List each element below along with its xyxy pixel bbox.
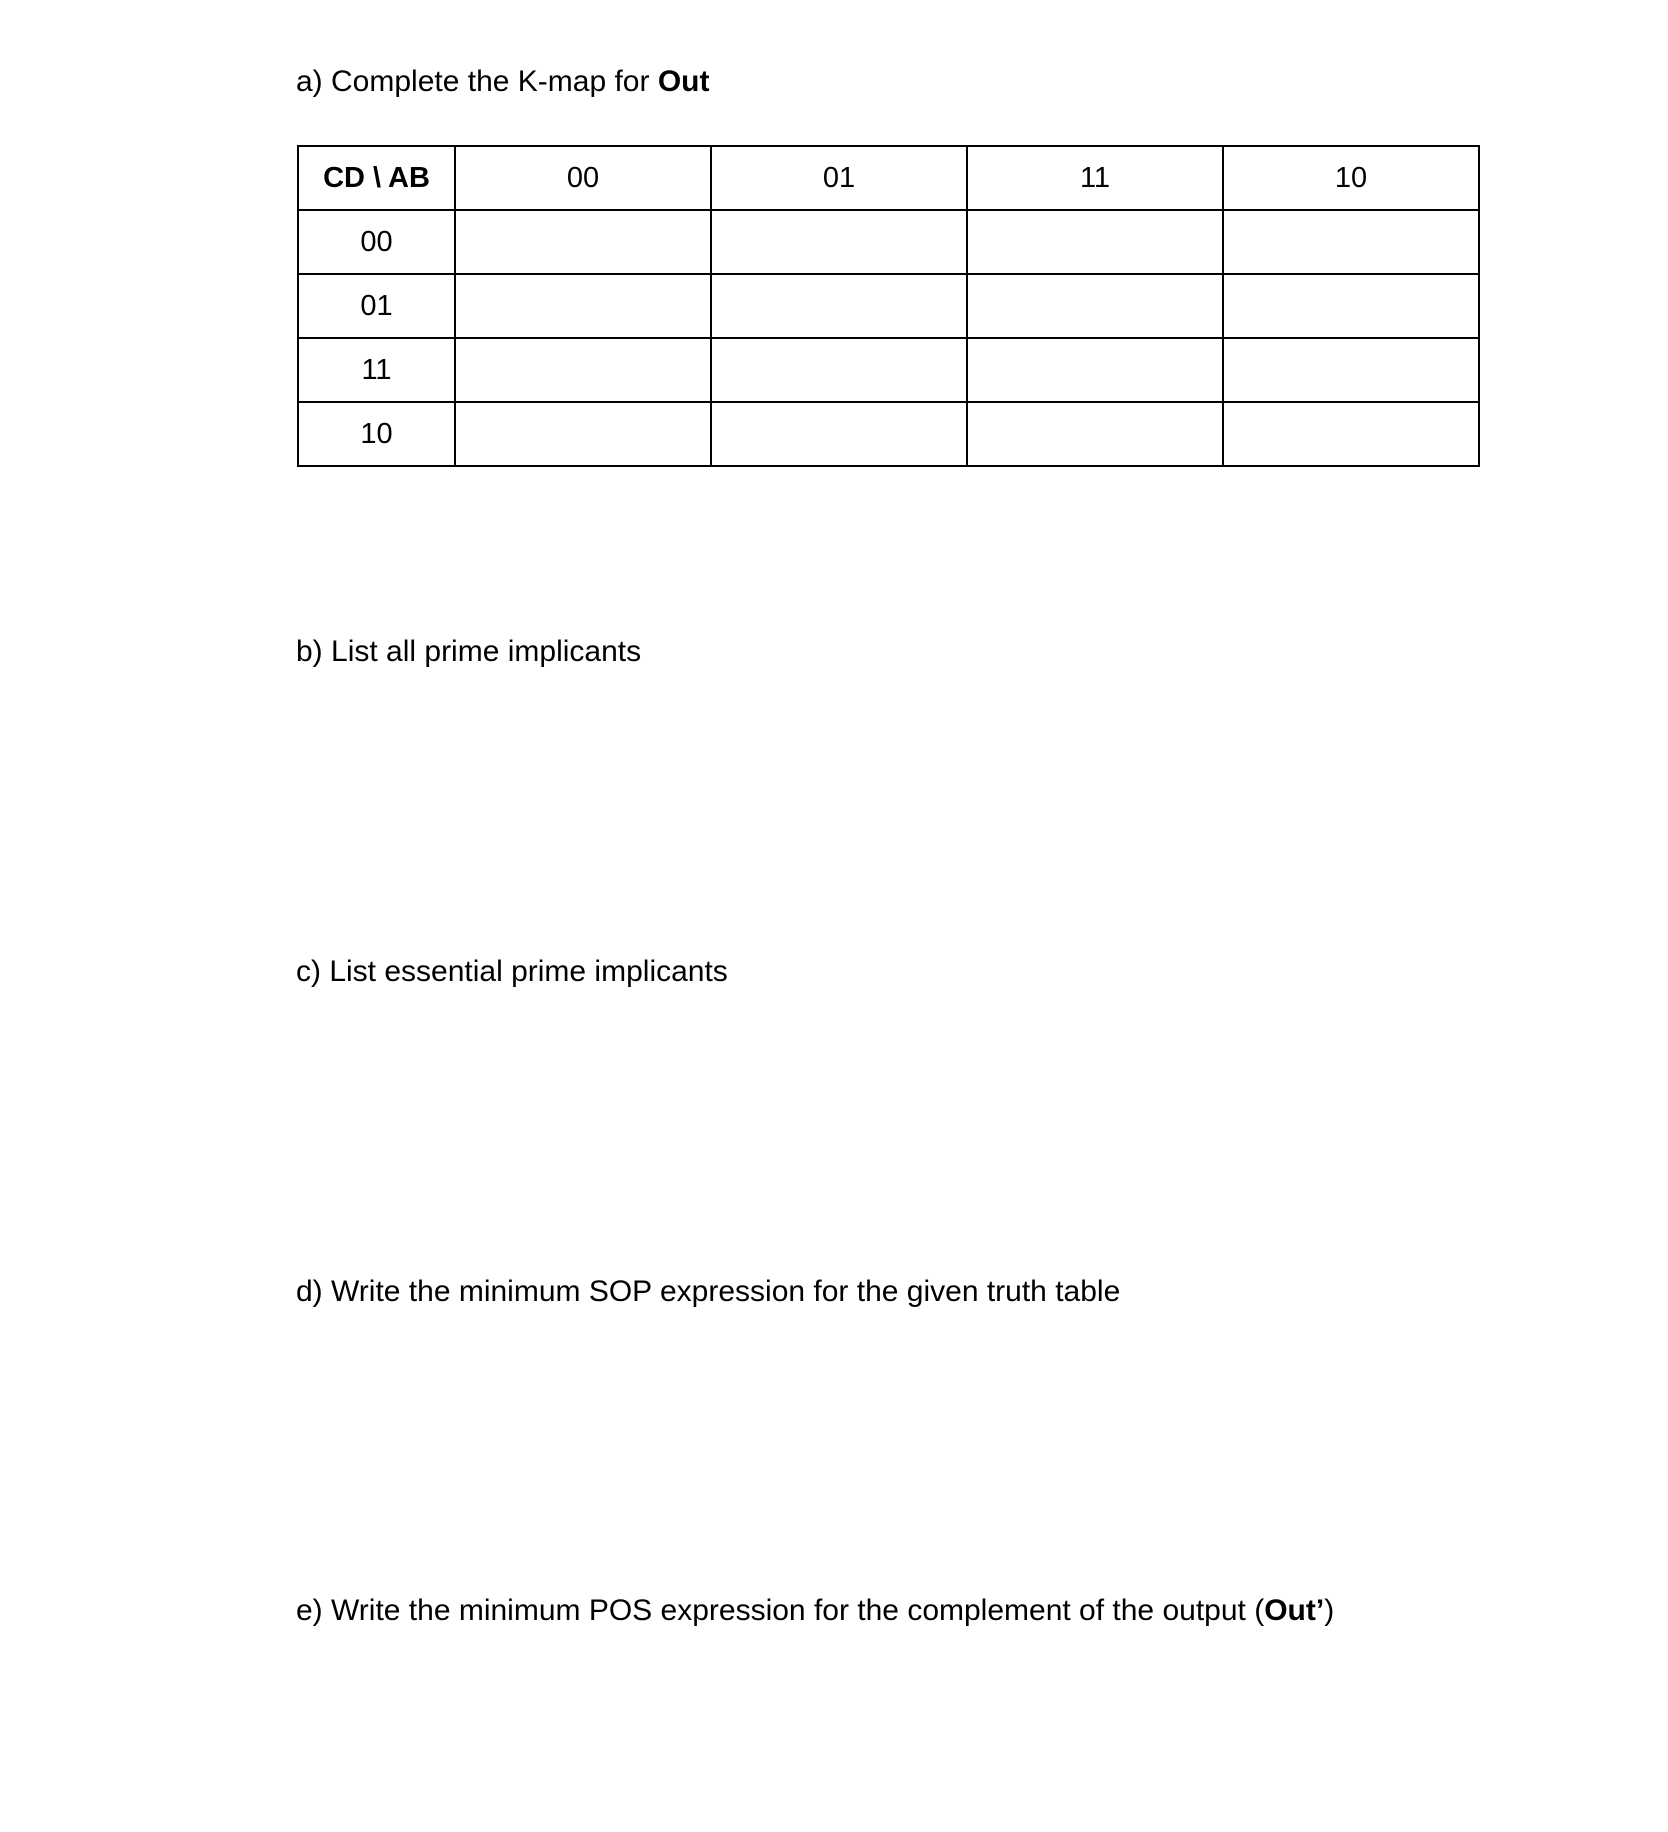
kmap-cell[interactable] <box>1223 402 1479 466</box>
kmap-row <box>298 274 1479 338</box>
question-a-bold-term: Out <box>657 65 710 98</box>
question-b-heading: b) List all prime implicants <box>296 635 642 668</box>
kmap-cell[interactable] <box>455 402 711 466</box>
kmap-row-header-cd-00: 00 <box>298 210 455 274</box>
kmap-cell[interactable] <box>967 210 1223 274</box>
kmap-row <box>298 402 1479 466</box>
kmap-cell[interactable] <box>967 402 1223 466</box>
question-c-heading: c) List essential prime implicants <box>296 955 728 988</box>
question-e-text: e) Write the minimum POS expression for the complement of the output ( <box>296 1594 1265 1627</box>
kmap-cell[interactable] <box>455 274 711 338</box>
kmap-cell[interactable] <box>967 338 1223 402</box>
kmap-cell[interactable] <box>711 338 967 402</box>
kmap-table <box>297 145 1480 467</box>
question-a-text: a) Complete the K-map for <box>296 65 658 98</box>
kmap-cell[interactable] <box>1223 274 1479 338</box>
kmap-header-row <box>298 146 1479 210</box>
kmap-cell[interactable] <box>711 210 967 274</box>
kmap-cell[interactable] <box>967 274 1223 338</box>
kmap-cell[interactable] <box>711 274 967 338</box>
kmap-cell[interactable] <box>1223 338 1479 402</box>
kmap-col-header-ab-01: 01 <box>711 146 967 210</box>
kmap-row-header-cd-01: 01 <box>298 274 455 338</box>
kmap-cell[interactable] <box>455 338 711 402</box>
kmap-row-header-cd-10: 10 <box>298 402 455 466</box>
kmap-col-header-ab-00: 00 <box>455 146 711 210</box>
question-a-heading <box>296 64 709 100</box>
kmap-row <box>298 338 1479 402</box>
question-d-heading: d) Write the minimum SOP expression for the given truth table <box>296 1275 1121 1308</box>
question-e-closing: ) <box>1324 1594 1335 1627</box>
kmap-row <box>298 210 1479 274</box>
kmap-col-header-ab-10: 10 <box>1223 146 1479 210</box>
kmap-corner-label: CD \ AB <box>298 146 455 210</box>
question-e-bold-term: Out’ <box>1264 1594 1325 1627</box>
kmap-cell[interactable] <box>711 402 967 466</box>
kmap-cell[interactable] <box>1223 210 1479 274</box>
question-e-heading <box>296 1593 1334 1629</box>
kmap-cell[interactable] <box>455 210 711 274</box>
kmap-col-header-ab-11: 11 <box>967 146 1223 210</box>
kmap-row-header-cd-11: 11 <box>298 338 455 402</box>
